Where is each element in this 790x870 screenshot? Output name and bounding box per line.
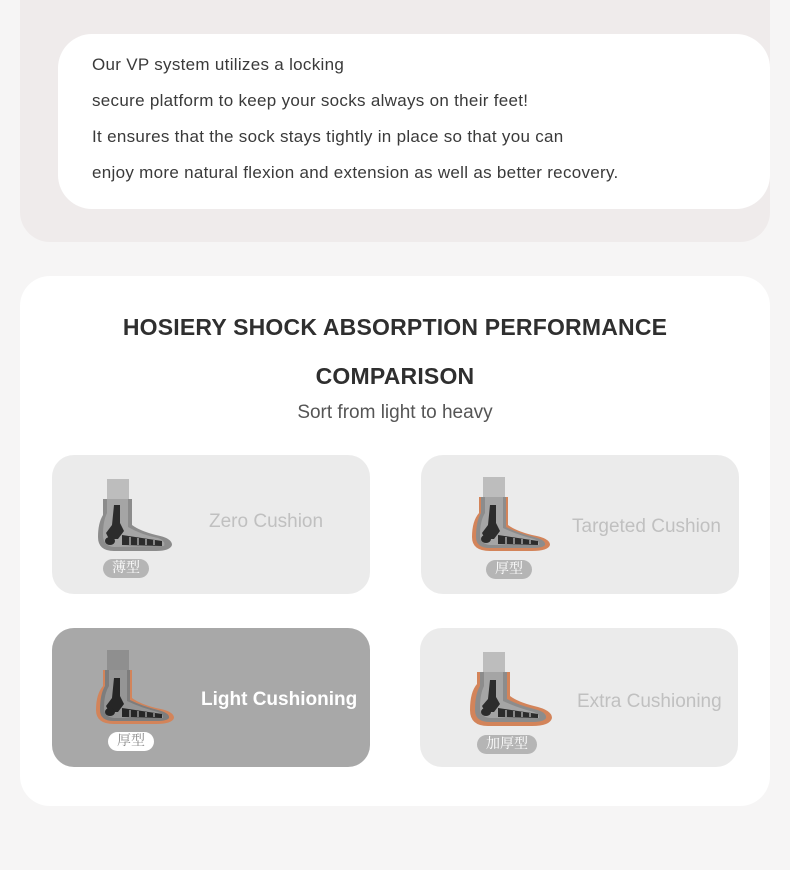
cushion-card-extra[interactable] xyxy=(420,628,738,767)
cushion-badge: 薄型 xyxy=(103,559,149,578)
cushion-label: Zero Cushion xyxy=(209,511,324,532)
cushion-badge: 厚型 xyxy=(108,732,154,751)
cushion-card-light[interactable] xyxy=(52,628,370,767)
cushion-label: Light Cushioning xyxy=(201,689,358,710)
description-line: enjoy more natural flexion and extension as well as better recovery. xyxy=(92,163,619,182)
comparison-title-line1: HOSIERY SHOCK ABSORPTION PERFORMANCE xyxy=(122,314,668,340)
foot-skeleton-icon xyxy=(92,648,180,732)
description-line: Our VP system utilizes a locking xyxy=(92,55,345,74)
description-line: secure platform to keep your socks always on their feet! xyxy=(92,91,529,110)
cushion-label: Targeted Cushion xyxy=(572,516,721,537)
cushion-badge: 厚型 xyxy=(486,560,532,579)
comparison-panel xyxy=(20,276,770,806)
description-panel xyxy=(20,0,770,242)
cushion-card-zero[interactable] xyxy=(52,455,370,594)
cushion-badge: 加厚型 xyxy=(477,735,537,754)
description-card xyxy=(58,34,770,209)
foot-skeleton-icon xyxy=(468,475,556,559)
foot-skeleton-icon xyxy=(92,475,180,559)
description-line: It ensures that the sock stays tightly in place so that you can xyxy=(92,127,564,146)
cushion-label: Extra Cushioning xyxy=(577,691,722,712)
cushion-card-targeted[interactable] xyxy=(421,455,739,594)
foot-skeleton-icon xyxy=(468,648,556,732)
comparison-subtitle: Sort from light to heavy xyxy=(297,402,493,423)
comparison-title-line2: COMPARISON xyxy=(315,363,475,389)
